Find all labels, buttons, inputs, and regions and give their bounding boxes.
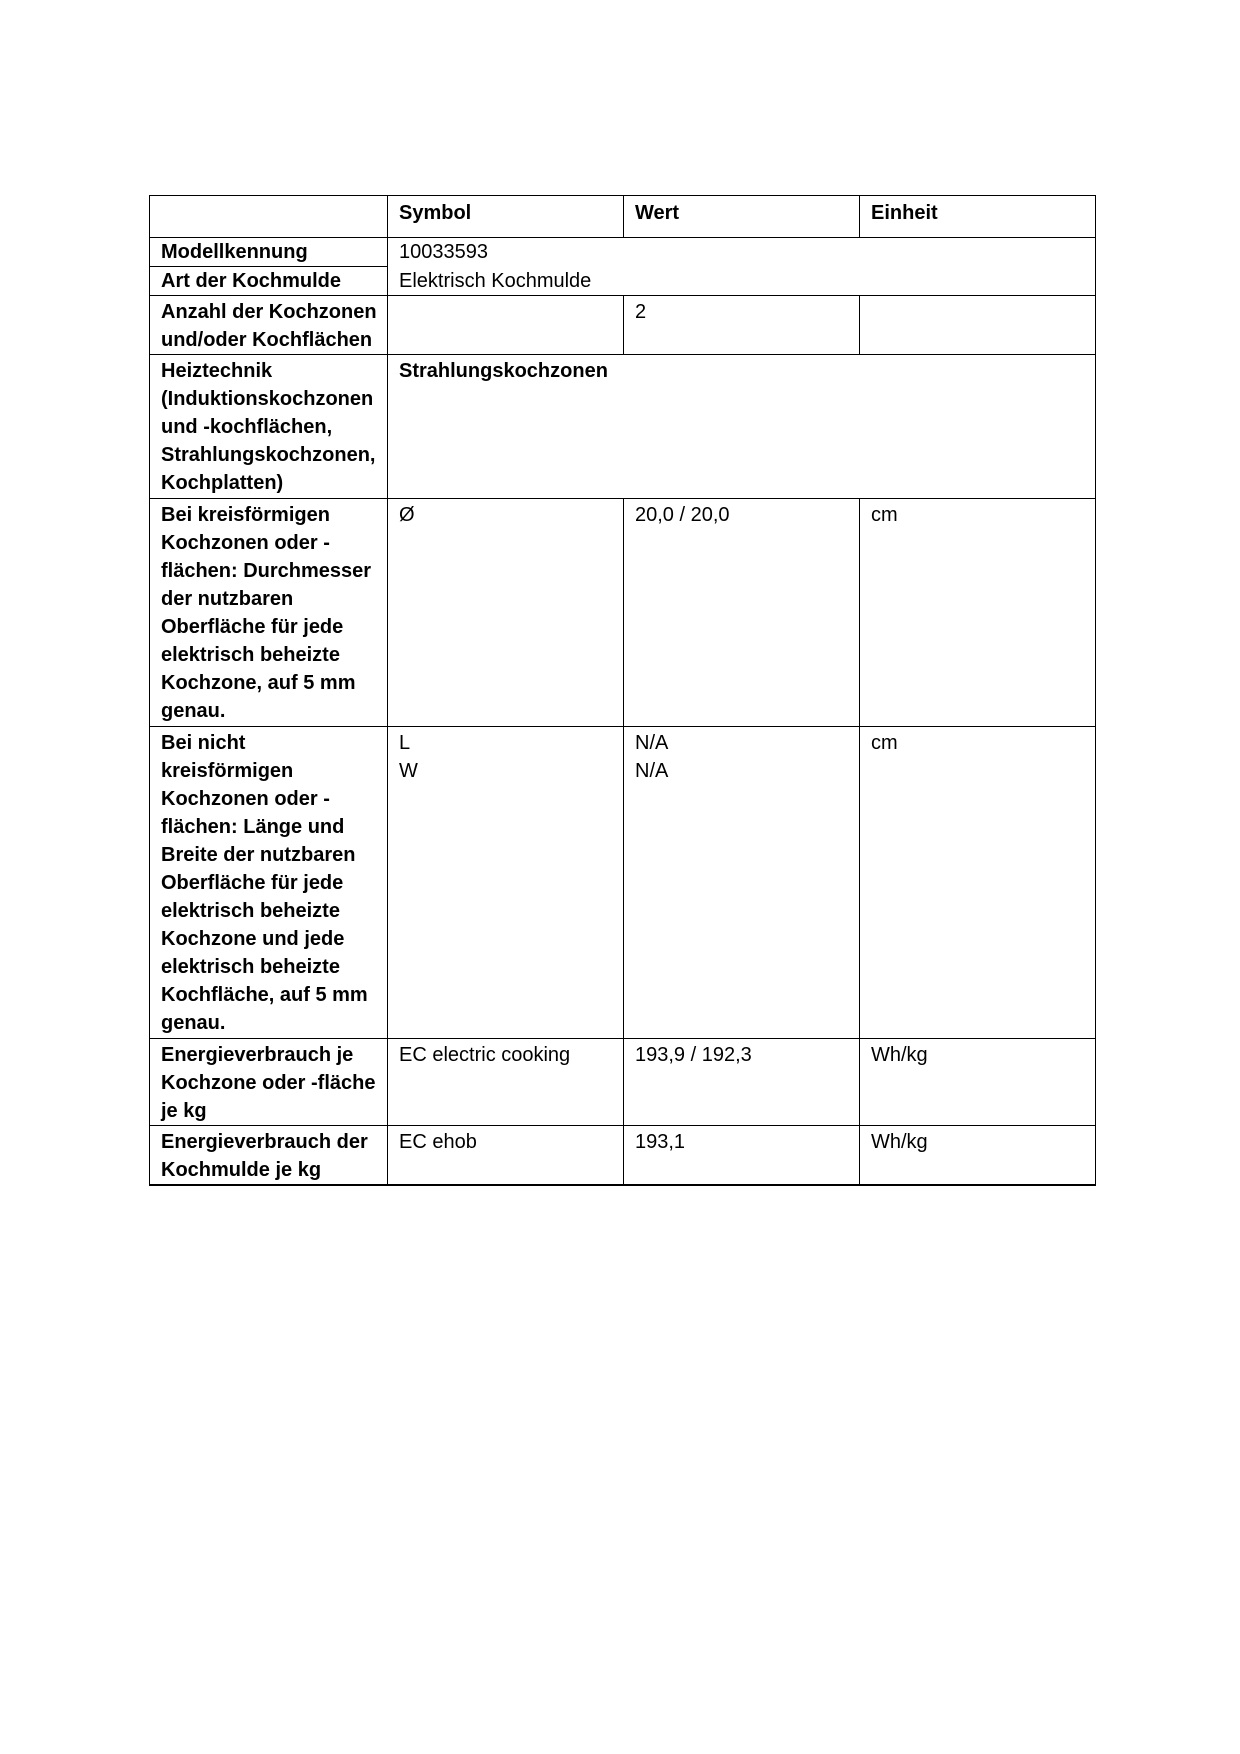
- header-unit: Einheit: [860, 196, 1096, 238]
- non-circular-label-line: Kochfläche, auf 5 mm: [161, 984, 368, 1006]
- non-circular-label-line: flächen: Länge und: [161, 816, 345, 838]
- model-id-value: 10033593: [388, 238, 1096, 267]
- width-symbol: W: [399, 760, 418, 782]
- non-circular-label-line: Bei nicht: [161, 732, 246, 754]
- row-model-id: [150, 238, 1096, 267]
- hob-type-label: Art der Kochmulde: [150, 267, 388, 296]
- circular-diameter-symbol: Ø: [388, 499, 624, 727]
- header-value: Wert: [624, 196, 860, 238]
- energy-hob-symbol: EC ehob: [388, 1126, 624, 1186]
- circular-label-line: Oberfläche für jede: [161, 616, 344, 638]
- non-circular-label-line: genau.: [161, 1012, 226, 1034]
- energy-per-zone-unit: Wh/kg: [860, 1039, 1096, 1126]
- non-circular-label-line: Breite der nutzbaren: [161, 844, 356, 866]
- row-energy-hob: [150, 1126, 1096, 1186]
- energy-per-zone-value: 193,9 / 192,3: [624, 1039, 860, 1126]
- length-value: N/A: [635, 732, 669, 754]
- non-circular-symbols: [388, 727, 624, 1039]
- heating-technology-value: Strahlungskochzonen: [388, 355, 1096, 499]
- heating-label-line: Kochplatten): [161, 472, 284, 494]
- energy-per-zone-label: [150, 1039, 388, 1126]
- energy-data-table: [149, 195, 1096, 1186]
- heating-label-line: (Induktionskochzonen: [161, 388, 374, 410]
- non-circular-values: [624, 727, 860, 1039]
- energy-per-zone-symbol: EC electric cooking: [388, 1039, 624, 1126]
- non-circular-label-line: Kochzone und jede: [161, 928, 345, 950]
- non-circular-label-line: elektrisch beheizte: [161, 900, 340, 922]
- non-circular-label-line: kreisförmigen: [161, 760, 294, 782]
- energy-zone-label-line: Kochzone oder -fläche: [161, 1072, 376, 1094]
- energy-hob-label: [150, 1126, 388, 1186]
- zone-count-label-line: Anzahl der Kochzonen: [161, 301, 377, 323]
- circular-diameter-label: [150, 499, 388, 727]
- circular-label-line: elektrisch beheizte: [161, 644, 340, 666]
- non-circular-label-line: Oberfläche für jede: [161, 872, 344, 894]
- heating-label-line: und -kochflächen,: [161, 416, 333, 438]
- row-hob-type: [150, 267, 1096, 296]
- circular-label-line: der nutzbaren: [161, 588, 294, 610]
- zone-count-value: 2: [624, 296, 860, 355]
- non-circular-label: [150, 727, 388, 1039]
- circular-diameter-unit: cm: [860, 499, 1096, 727]
- header-empty-cell: [150, 196, 388, 238]
- row-energy-per-zone: [150, 1039, 1096, 1126]
- energy-hob-unit: Wh/kg: [860, 1126, 1096, 1186]
- row-circular-diameter: [150, 499, 1096, 727]
- zone-count-label: [150, 296, 388, 355]
- heating-technology-label: [150, 355, 388, 499]
- hob-type-value: Elektrisch Kochmulde: [388, 267, 1096, 296]
- circular-label-line: flächen: Durchmesser: [161, 560, 372, 582]
- heating-label-line: Heiztechnik: [161, 360, 273, 382]
- energy-hob-label-line: Energieverbrauch der: [161, 1131, 368, 1153]
- non-circular-unit: cm: [860, 727, 1096, 1039]
- circular-label-line: genau.: [161, 700, 226, 722]
- non-circular-label-line: Kochzonen oder -: [161, 788, 330, 810]
- width-value: N/A: [635, 760, 669, 782]
- non-circular-label-line: elektrisch beheizte: [161, 956, 340, 978]
- model-id-label: Modellkennung: [150, 238, 388, 267]
- energy-hob-value: 193,1: [624, 1126, 860, 1186]
- row-non-circular-dimensions: [150, 727, 1096, 1039]
- circular-label-line: Bei kreisförmigen: [161, 504, 330, 526]
- header-row: [150, 196, 1096, 238]
- heating-label-line: Strahlungskochzonen,: [161, 444, 376, 466]
- zone-count-label-line: und/oder Kochflächen: [161, 329, 373, 351]
- energy-zone-label-line: je kg: [161, 1100, 207, 1122]
- circular-label-line: Kochzonen oder -: [161, 532, 330, 554]
- zone-count-symbol: [388, 296, 624, 355]
- circular-diameter-value: 20,0 / 20,0: [624, 499, 860, 727]
- energy-hob-label-line: Kochmulde je kg: [161, 1159, 322, 1181]
- row-heating-technology: [150, 355, 1096, 499]
- row-zone-count: [150, 296, 1096, 355]
- circular-label-line: Kochzone, auf 5 mm: [161, 672, 356, 694]
- energy-zone-label-line: Energieverbrauch je: [161, 1044, 354, 1066]
- header-symbol: Symbol: [388, 196, 624, 238]
- length-symbol: L: [399, 732, 411, 754]
- zone-count-unit: [860, 296, 1096, 355]
